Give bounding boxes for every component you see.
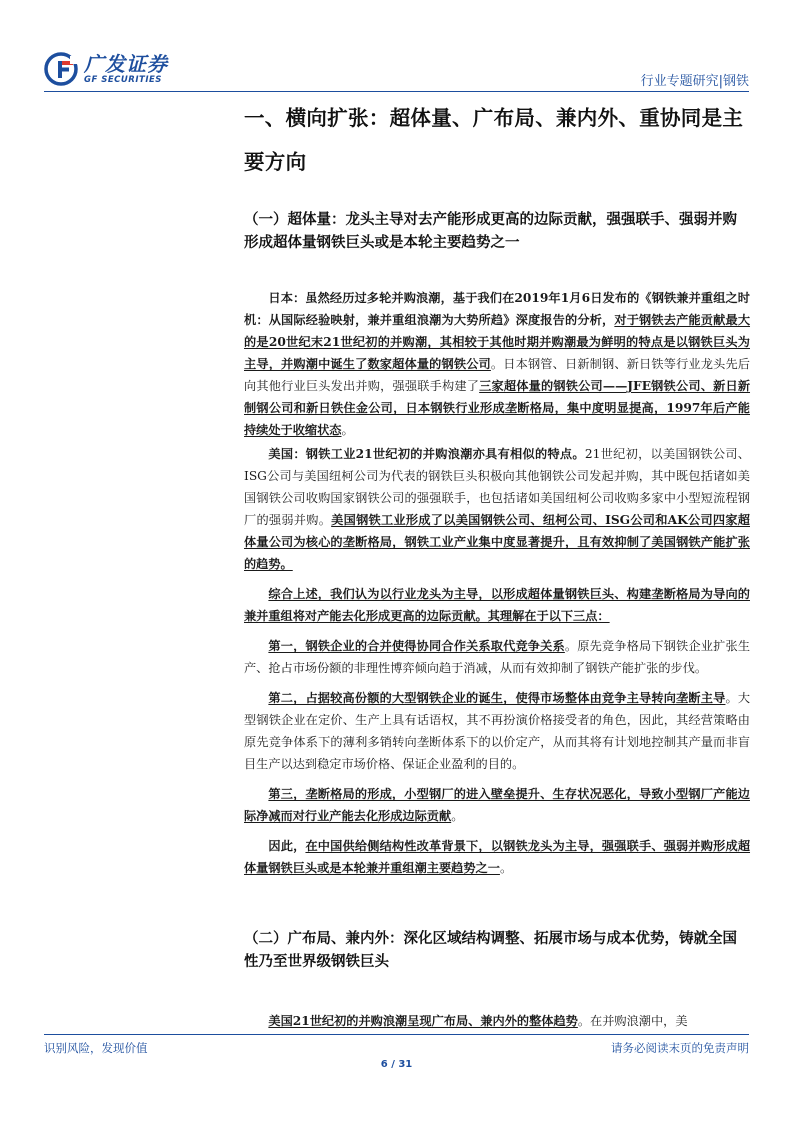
page-number: 6 / 31	[380, 1059, 413, 1070]
point-3-lead: 第三，垄断格局的形成，小型钢厂的进入壁垒提升、生存状况恶化，导致小型钢厂产能边际净减而对行业产能去化形成边际贡献	[244, 787, 750, 823]
page-header	[0, 0, 793, 100]
subsection-title-1: （一）超体量：龙头主导对去产能形成更高的边际贡献，强强联手、强弱并购形成超体量钢铁巨头或是本轮主要趋势之一	[244, 211, 737, 251]
paragraph-usa-body: 21世纪初，以美国钢铁公司、ISG公司与美国纽柯公司为代表的钢铁巨头积极向其他钢铁公司发起并购，其中既包括诸如美国钢铁公司收购国家钢铁公司的强强联手，也包括诸如美国纽柯公司收购多家中小型短流程钢厂的强弱并购。	[244, 447, 750, 527]
report-body	[244, 95, 750, 1032]
paragraph-conclusion	[244, 835, 750, 879]
footer-slogan: 识别风险，发现价值	[44, 1041, 148, 1055]
paragraph-point-1	[244, 635, 750, 679]
paragraph-japan-key2: 三家超体量的钢铁公司——JFE钢铁公司、新日新制钢公司和新日铁住金公司，日本钢铁行业形成垄断格局，集中度明显提高，1997年后产能持续处于收缩状态	[244, 379, 751, 437]
usa-layout-body: 。在并购浪潮中，美	[577, 1014, 688, 1028]
paragraph-usa	[244, 443, 750, 575]
company-logo	[44, 52, 168, 86]
header-divider	[44, 91, 749, 92]
logo-english-name: GF SECURITIES	[84, 75, 162, 85]
paragraph-japan-body: 。日本钢管、日新制钢、新日铁等行业龙头先后向其他行业巨头发出并购，强强联手构建了	[244, 357, 750, 393]
paragraph-japan-key: 对于钢铁去产能贡献最大的是20世纪末21世纪初的并购潮，其相较于其他时期并购潮最为鲜明的特点是以钢铁巨头为主导，并购潮中诞生了数家超体量的钢铁公司	[244, 313, 751, 371]
paragraph-point-2	[244, 687, 750, 775]
paragraph-japan-end: 。	[341, 423, 354, 437]
report-category: 行业专题研究|钢铁	[640, 74, 749, 89]
section-title: 一、横向扩张：超体量、广布局、兼内外、重协同是主要方向	[244, 106, 744, 174]
conclusion-lead: 因此，	[268, 839, 306, 853]
paragraph-summary-text: 综合上述，我们认为以行业龙头为主导，以形成超体量钢铁巨头、构建垄断格局为导向的兼并重组将对产能去化形成更高的边际贡献。其理解在于以下三点：	[244, 587, 750, 623]
paragraph-usa-key: 美国钢铁工业形成了以美国钢铁公司、纽柯公司、ISG公司和AK公司四家超体量公司为核心的垄断格局，钢铁工业产业集中度显著提升，且有效抑制了美国钢铁产能扩张的趋势。	[244, 513, 750, 571]
gf-logo-icon	[44, 52, 78, 86]
point-2-lead: 第二，占据较高份额的大型钢铁企业的诞生，使得市场整体由竞争主导转向垄断主导	[268, 691, 726, 705]
footer-disclaimer-link[interactable]: 请务必阅读末页的免责声明	[611, 1041, 749, 1055]
point-3-end: 。	[451, 809, 464, 823]
subsection-title-2: （二）广布局、兼内外：深化区域结构调整、拓展市场与成本优势，铸就全国性乃至世界级钢铁巨头	[244, 930, 737, 970]
usa-layout-lead: 美国21世纪初的并购浪潮呈现广布局、兼内外的整体趋势	[268, 1014, 578, 1028]
conclusion-end: 。	[499, 861, 513, 875]
point-1-lead: 第一，钢铁企业的合并使得协同合作关系取代竞争关系	[268, 639, 565, 653]
paragraph-usa-layout	[244, 1010, 750, 1032]
logo-chinese-name: 广发证券	[84, 52, 168, 76]
footer-divider	[44, 1034, 749, 1035]
paragraph-usa-lead: 美国：钢铁工业21世纪初的并购浪潮亦具有相似的特点。	[268, 447, 585, 461]
paragraph-japan	[244, 287, 750, 441]
conclusion-key: 在中国供给侧结构性改革背景下，以钢铁龙头为主导，强强联手、强弱并购形成超体量钢铁巨头或是本轮兼并重组潮主要趋势之一	[244, 839, 751, 875]
paragraph-japan-lead: 日本：虽然经历过多轮并购浪潮，基于我们在2019年1月6日发布的《钢铁兼并重组之时机：从国际经验映射，兼并重组浪潮为大势所趋》深度报告的分析，	[244, 291, 750, 327]
paragraph-summary	[244, 583, 750, 627]
paragraph-point-3	[244, 783, 750, 827]
point-2-body: 。大型钢铁企业在定价、生产上具有话语权，其不再扮演价格接受者的角色，因此，其经营策略由原先竞争体系下的薄利多销转向垄断体系下的以价定产，从而其将有计划地控制其产量而非盲目生产以达到稳定市场价格、保证企业盈利的目的。	[244, 691, 751, 771]
point-1-body: 。原先竞争格局下钢铁企业扩张生产、抢占市场份额的非理性博弈倾向趋于消减，从而有效抑制了钢铁产能扩张的步伐。	[244, 639, 751, 675]
